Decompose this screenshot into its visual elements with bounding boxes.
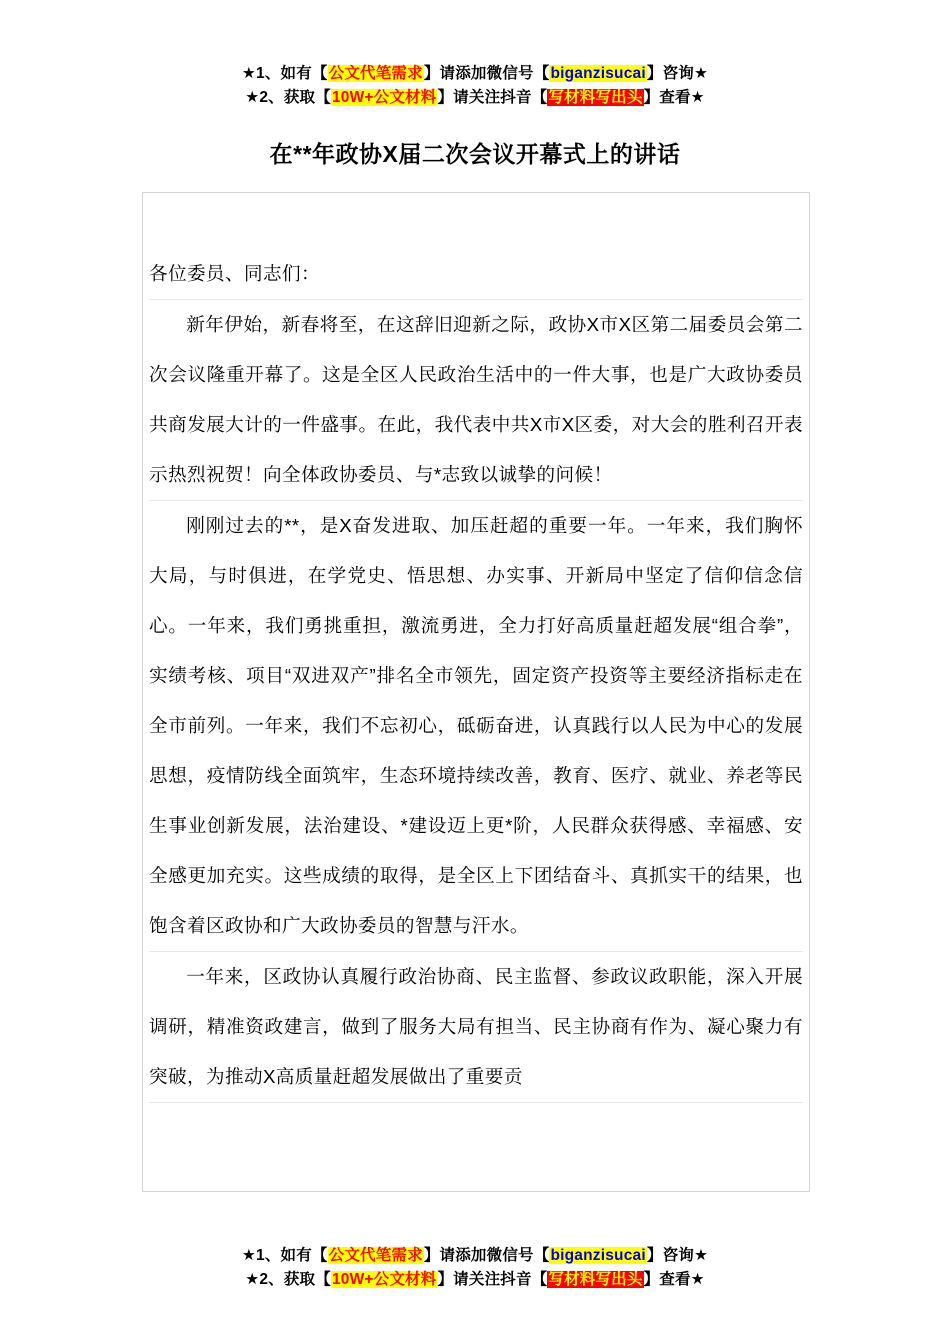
promo-line-2	[0, 86, 950, 110]
promo-line-1	[0, 62, 950, 86]
promo-line-1-lead: ★1、如有【	[241, 65, 328, 82]
promo-line-3-highlight-1: 公文代笔需求	[328, 1246, 423, 1264]
promo-line-3	[0, 1244, 950, 1268]
promo-line-4-mid: 】请关注抖音【	[437, 1270, 548, 1288]
paragraph-3: 一年来，区政协认真履行政治协商、民主监督、参政议政职能，深入开展调研，精准资政建言，做到了服务大局有担当、民主协商有作为、凝心聚力有突破，为推动X高质量赶超发展做出了重要贡	[149, 952, 803, 1103]
promo-line-4-lead: ★2、获取【	[245, 1270, 331, 1288]
promo-line-4	[0, 1268, 950, 1292]
promo-line-1-tail: 】咨询★	[646, 65, 709, 82]
leading-blank-line	[149, 193, 803, 249]
promo-banner-top	[0, 0, 950, 110]
promo-line-4-tail: 】查看★	[643, 1270, 705, 1288]
salutation: 各位委员、同志们：	[149, 249, 803, 300]
promo-line-4-highlight-1: 10W+公文材料	[331, 1270, 437, 1288]
document-body-frame	[142, 192, 810, 1192]
promo-line-3-mid: 】请添加微信号【	[423, 1246, 550, 1264]
promo-line-3-highlight-2: biganzisucai	[550, 1246, 646, 1264]
promo-banner-bottom	[0, 1244, 950, 1292]
paragraph-1: 新年伊始，新春将至，在这辞旧迎新之际，政协X市X区第二届委员会第二次会议隆重开幕了。这是全区人民政治生活中的一件大事，也是广大政协委员共商发展大计的一件盛事。在此，我代表中共X市X区委，对大会的胜利召开表示热烈祝贺！向全体政协委员、与*志致以诚挚的问候！	[149, 300, 803, 501]
document-body	[143, 193, 809, 1103]
promo-line-2-lead: ★2、获取【	[245, 89, 331, 107]
promo-line-2-highlight-2: 写材料写出头	[548, 89, 643, 107]
promo-line-3-lead: ★1、如有【	[241, 1246, 328, 1264]
page-title: 在**年政协X届二次会议开幕式上的讲话	[269, 141, 681, 168]
promo-line-1-mid: 】请添加微信号【	[423, 65, 550, 82]
promo-line-2-highlight-1: 10W+公文材料	[331, 89, 437, 107]
promo-line-4-highlight-2: 写材料写出头	[548, 1270, 643, 1288]
promo-line-2-tail: 】查看★	[643, 89, 705, 107]
promo-line-1-highlight-2: biganzisucai	[550, 65, 646, 82]
paragraph-2: 刚刚过去的**，是X奋发进取、加压赶超的重要一年。一年来，我们胸怀大局，与时俱进，在学党史、悟思想、办实事、开新局中坚定了信仰信念信心。一年来，我们勇挑重担，激流勇进，全力打好高质量赶超发展“组合拳”，实绩考核、项目“双进双产”排名全市领先，固定资产投资等主要经济指标走在全市前列。一年来，我们不忘初心，砥砺奋进，认真践行以人民为中心的发展思想，疫情防线全面筑牢，生态环境持续改善，教育、医疗、就业、养老等民生事业创新发展，法治建设、*建设迈上更*阶，人民群众获得感、幸福感、安全感更加充实。这些成绩的取得，是全区上下团结奋斗、真抓实干的结果，也饱含着区政协和广大政协委员的智慧与汗水。	[149, 501, 803, 952]
promo-line-1-highlight-1: 公文代笔需求	[328, 65, 423, 82]
promo-line-3-tail: 】咨询★	[646, 1246, 709, 1264]
promo-line-2-mid: 】请关注抖音【	[437, 89, 548, 107]
